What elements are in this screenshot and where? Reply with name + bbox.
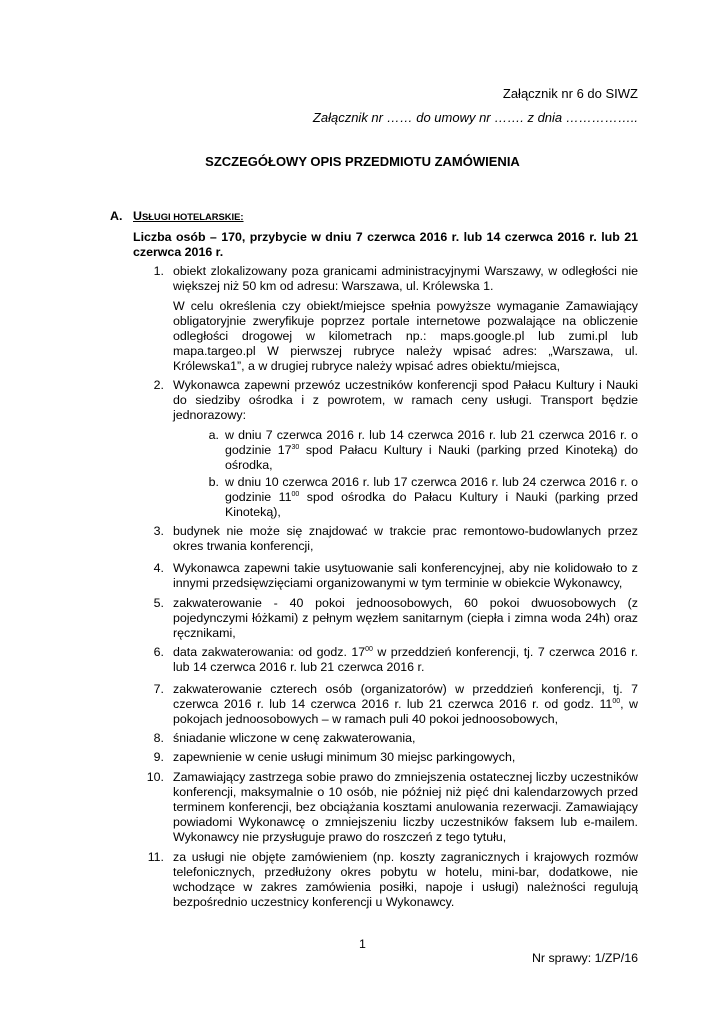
subitem-sup: 00 [291, 490, 300, 498]
list-item-text: zakwaterowanie czterech osób (organizatorów) w przeddzień konferencji, tj. 7 czerwca 2016 r. lub 14 czerwca 2016 r. lub 21 czerwca 2016 r. od godz. 11 [173, 682, 638, 711]
list-item: budynek nie może się znajdować w trakcie prac remontowo-budowlanych przez okres trwania konferencji, [173, 524, 638, 553]
section-heading-initial: U [133, 209, 142, 223]
subitem [225, 475, 638, 520]
subitem [225, 428, 638, 473]
item-number: 3. [153, 524, 164, 538]
item-number: 11. [147, 850, 164, 864]
subitem-letter: a. [208, 428, 219, 442]
list-item [173, 682, 638, 727]
list-item-sup: 00 [365, 645, 373, 653]
list-item: śniadanie wliczone w cenę zakwaterowania, [173, 731, 416, 745]
item-number: 6. [153, 645, 164, 659]
list-item: Wykonawca zapewni takie usytuowanie sali konferencyjnej, aby nie kolidowało to z innymi przedsięwzięciami organizowanymi w tym terminie w obiekcie Wykonawcy, [173, 561, 638, 590]
item-number: 2. [153, 378, 164, 392]
item-number: 1. [153, 264, 164, 278]
section-heading-rest: SŁUGI HOTELARSKIE: [141, 211, 244, 222]
list-item: Wykonawca zapewni przewóz uczestników konferencji spod Pałacu Kultury i Nauki do siedziby ośrodka i z powrotem, w ramach ceny usługi. Transport będzie jednorazowy: [173, 378, 638, 422]
list-item: zapewnienie w cenie usługi minimum 30 miejsc parkingowych, [173, 750, 516, 764]
subitem-letter: b. [208, 475, 219, 489]
subitem-text-end: spod ośrodka do Pałacu Kultury i Nauki (parking przed Kinoteką), [225, 490, 638, 519]
subitem-text-end: spod Pałacu Kultury i Nauki (parking przed Kinoteką) do ośrodka, [225, 443, 638, 472]
item-number: 4. [153, 561, 164, 575]
list-item: obiekt zlokalizowany poza granicami administracyjnymi Warszawy, w odległości nie większej niż 50 km od adresu: Warszawa, ul. Królewska 1. [173, 264, 638, 293]
item-number: 8. [153, 731, 164, 745]
item-number: 5. [153, 596, 164, 610]
section-letter: A. [110, 209, 123, 223]
page-title: SZCZEGÓŁOWY OPIS PRZEDMIOTU ZAMÓWIENIA [205, 154, 520, 169]
item-number: 7. [153, 682, 164, 696]
list-item-text-end: , w pokojach jednoosobowych – w ramach puli 40 pokoi jednoosobowych, [173, 697, 638, 726]
item-number: 9. [153, 750, 164, 764]
list-item: zakwaterowanie - 40 pokoi jednoosobowych, 60 pokoi dwuosobowych (z pojedynczymi łóżkami) z pełnym węzłem sanitarnym (ciepła i zimna woda 24h) oraz ręcznikami, [173, 596, 638, 640]
item-number: 10. [146, 770, 164, 784]
subitem-sup: 30 [291, 443, 300, 451]
list-item: Zamawiający zastrzega sobie prawo do zmniejszenia ostatecznej liczby uczestników konferencji, maksymalnie o 10 osób, nie później niż pięć dni kalendarzowych przed terminem konferencji, bez obciążania kosztami anulowania rezerwacji. Zamawiający powiadomi Wykonawcę o zmniejszeniu liczby uczestników faksem lub e-mailem. Wykonawcy nie przysługuje prawo do roszczeń z tego tytułu, [173, 770, 638, 844]
list-item [173, 645, 638, 675]
case-number: Nr sprawy: 1/ZP/16 [531, 951, 638, 965]
list-item-text: data zakwaterowania: od godz. 17 [173, 645, 366, 659]
attachment-label: Załącznik nr 6 do SIWZ [502, 86, 638, 101]
section-intro: Liczba osób – 170, przybycie w dniu 7 czerwca 2016 r. lub 14 czerwca 2016 r. lub 21 czerwca 2016 r. [133, 230, 638, 259]
subitem-text: w dniu 7 czerwca 2016 r. lub 14 czerwca 2016 r. lub 21 czerwca 2016 r. o godzinie 17 [225, 428, 638, 457]
list-item-sup: 00 [612, 697, 621, 705]
contract-attachment-label: Załącznik nr …… do umowy nr ……. z dnia …………….. [312, 110, 638, 125]
list-item-text-end: w przeddzień konferencji, tj. 7 czerwca 2016 r. lub 14 czerwca 2016 r. lub 21 czerwca 2016 r. [173, 645, 638, 674]
list-item: za usługi nie objęte zamówieniem (np. koszty zagranicznych i krajowych rozmów telefonicznych, przedłużony okres pobytu w hotelu, mini-bar, dodatkowe, nie wchodzące w zakres zamówienia posiłki, napoje i usługi) należności regulują bezpośrednio uczestnicy konferencji u Wykonawcy. [173, 850, 638, 909]
list-item-note: W celu określenia czy obiekt/miejsce spełnia powyższe wymaganie Zamawiający obligatoryjnie zweryfikuje poprzez portale internetowe pozwalające na obliczenie odległości drogowej w kilometrach np.: maps.google.pl lub zumi.pl lub mapa.targeo.pl W pierwszej rubryce należy wpisać adres: „Warszawa, ul. Królewska1”, a w drugiej rubryce należy wpisać adres obiektu/miejsca, [173, 299, 638, 373]
section-heading [133, 209, 244, 223]
page-number: 1 [359, 937, 366, 951]
subitem-text: w dniu 10 czerwca 2016 r. lub 17 czerwca 2016 r. lub 24 czerwca 2016 r. o godzinie 11 [225, 475, 638, 504]
